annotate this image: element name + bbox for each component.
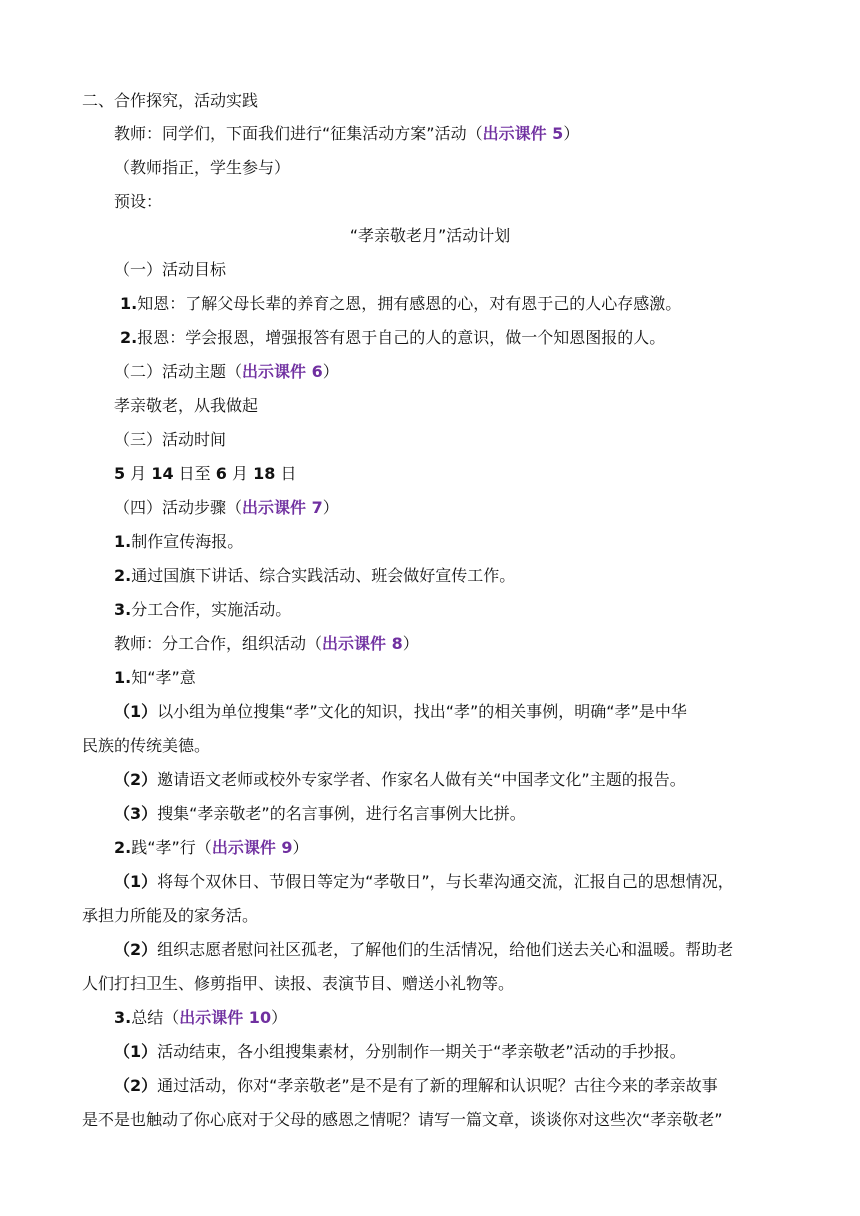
end-day: 18 [253,464,276,483]
courseware-ref: 出示课件 7 [242,498,323,517]
month-char: 月 [125,464,152,483]
item-text: 邀请语文老师或校外专家学者、作家名人做有关“中国孝文化”主题的报告。 [157,770,686,789]
courseware-ref: 出示课件 8 [322,634,403,653]
step-text: 通过国旗下讲话、综合实践活动、班会做好宣传工作。 [131,566,516,585]
goal-number: 2. [120,328,138,347]
goal-item [120,294,681,314]
know-item-line [114,804,526,824]
know-heading [114,668,196,688]
practice-item-line [114,940,733,960]
steps-heading-text: （四）活动步骤（ [114,498,243,517]
item-text: 以小组为单位搜集“孝”文化的知识，找出“孝”的相关事例，明确“孝”是中华 [157,702,687,721]
teacher-note: （教师指正，学生参与） [114,158,291,177]
step-item [114,600,291,620]
teacher-organize-text: 教师：分工合作，组织活动（ [114,634,323,653]
month-char: 月 [226,464,254,483]
summary-heading-text: 总结（ [131,1008,180,1027]
item-text: 活动结束，各小组搜集素材，分别制作一期关于“孝亲敬老”活动的手抄报。 [157,1042,686,1061]
practice-heading [114,838,309,858]
summary-item-line [114,1076,718,1096]
goal-text: 知恩：了解父母长辈的养育之恩，拥有感恩的心，对有恩于己的人心存感激。 [137,294,682,313]
practice-item-line [114,872,734,892]
teacher-organize [114,634,419,654]
heading-number: 3. [114,1008,132,1027]
step-text: 分工合作，实施活动。 [131,600,292,619]
step-item [114,532,243,552]
know-item-line: 民族的传统美德。 [82,736,211,755]
theme-heading [114,362,339,382]
goal-text: 报恩：学会报恩，增强报答有恩于自己的人的意识，做一个知恩图报的人。 [137,328,666,347]
item-text: 通过活动，你对“孝亲敬老”是不是有了新的理解和认识呢？古往今来的孝亲故事 [157,1076,718,1095]
step-number: 3. [114,600,132,619]
plan-title: “孝亲敬老月”活动计划 [349,226,511,245]
steps-heading [114,498,339,518]
item-text: 将每个双休日、节假日等定为“孝敬日”，与长辈沟通交流，汇报自己的思想情况， [157,872,734,891]
summary-heading [114,1008,287,1028]
bracket-close: ） [402,634,419,653]
time-heading: （三）活动时间 [114,430,227,449]
heading-number: 2. [114,838,132,857]
to-char: 日至 [173,464,216,483]
theme-heading-text: （二）活动主题（ [114,362,243,381]
bracket-close: ） [322,362,339,381]
bracket-close: ） [322,498,339,517]
goal-heading: （一）活动目标 [114,260,227,279]
item-number: （1） [114,872,158,891]
item-number: （2） [114,1076,158,1095]
practice-heading-text: 践“孝”行（ [131,838,212,857]
know-item-line [114,702,687,722]
step-item [114,566,515,586]
practice-item-line: 人们打扫卫生、修剪指甲、读报、表演节目、赠送小礼物等。 [82,974,515,993]
step-number: 1. [114,532,132,551]
section-heading: 二、合作探究，活动实践 [82,91,259,110]
know-heading-text: 知“孝”意 [131,668,196,687]
teacher-intro [114,124,579,144]
start-day: 14 [151,464,174,483]
item-number: （1） [114,1042,158,1061]
courseware-ref: 出示课件 5 [482,124,564,143]
goal-item [120,328,665,348]
courseware-ref: 出示课件 10 [179,1008,272,1027]
goal-number: 1. [120,294,138,313]
bracket-close: ） [271,1008,288,1027]
item-number: （3） [114,804,158,823]
time-text [114,464,296,484]
courseware-ref: 出示课件 9 [211,838,293,857]
courseware-ref: 出示课件 6 [242,362,323,381]
day-char: 日 [275,464,297,483]
item-number: （1） [114,702,158,721]
item-text: 组织志愿者慰问社区孤老，了解他们的生活情况，给他们送去关心和温暖。帮助老 [157,940,734,959]
end-month: 6 [215,464,227,483]
item-text: 搜集“孝亲敬老”的名言事例，进行名言事例大比拼。 [157,804,526,823]
preset-label: 预设： [114,192,163,211]
bracket-close: ） [292,838,309,857]
teacher-intro-text: 教师：同学们，下面我们进行“征集活动方案”活动（ [114,124,483,143]
step-text: 制作宣传海报。 [131,532,244,551]
bracket-close: ） [563,124,580,143]
summary-item-line: 是不是也触动了你心底对于父母的感恩之情呢？请写一篇文章，谈谈你对这些次“孝亲敬老” [82,1110,723,1129]
start-month: 5 [114,464,126,483]
item-number: （2） [114,770,158,789]
know-item-line [114,770,686,790]
heading-number: 1. [114,668,132,687]
summary-item-line [114,1042,686,1062]
practice-item-line: 承担力所能及的家务活。 [82,906,259,925]
theme-text: 孝亲敬老，从我做起 [114,396,259,415]
step-number: 2. [114,566,132,585]
item-number: （2） [114,940,158,959]
